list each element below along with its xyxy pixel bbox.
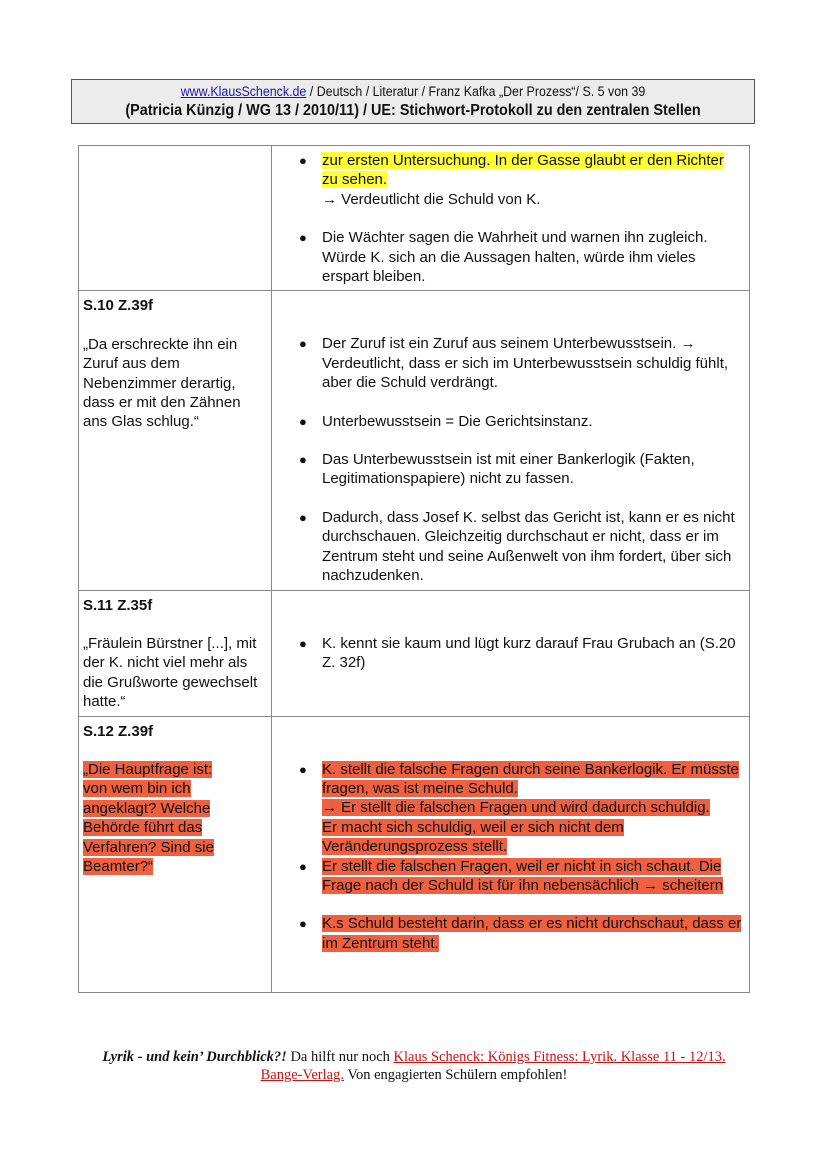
note-text: K. kennt sie kaum und lügt kurz darauf Frau Grubach an (S.20 Z. 32f) bbox=[322, 634, 736, 671]
bullet-dot-icon: ● bbox=[299, 230, 307, 246]
reference-cell bbox=[79, 590, 272, 716]
quote-text: „Fräulein Bürstner [...], mit der K. nicht viel mehr als die Grußworte gewechselt hatte.“ bbox=[83, 634, 258, 711]
notes-cell bbox=[272, 590, 750, 716]
table-row bbox=[79, 291, 750, 590]
bullet-dot-icon: ● bbox=[299, 509, 307, 525]
page-header bbox=[71, 79, 755, 124]
note-text: Die Wächter sagen die Wahrheit und warnen ihn zugleich. Würde K. sich an die Aussagen halten, würde ihm vieles erspart bleiben. bbox=[322, 229, 708, 286]
footer-text-end: Von engagierten Schülern empfohlen! bbox=[343, 1067, 568, 1083]
page-reference: S.10 Z.39f bbox=[83, 297, 154, 315]
footer-slogan: Lyrik - und kein’ Durchblick?! bbox=[102, 1049, 287, 1065]
bullet-dot-icon: ● bbox=[299, 153, 307, 168]
bullet-dot-icon: ● bbox=[299, 761, 307, 777]
page-footer bbox=[60, 1048, 768, 1084]
list-item bbox=[282, 450, 743, 489]
reference-cell bbox=[79, 716, 272, 992]
reference-cell bbox=[79, 291, 272, 590]
list-item bbox=[282, 914, 743, 953]
quote-text: „Da erschreckte ihn ein Zuruf aus dem Nebenzimmer derartig, dass er mit den Zähnen ans Glas schlug.“ bbox=[83, 335, 241, 431]
header-title: (Patricia Künzig / WG 13 / 2010/11) / UE: Stichwort-Protokoll zu den zentralen Stellen bbox=[125, 102, 701, 119]
note-text: Der Zuruf ist ein Zuruf aus seinem Unterbewusstsein. → Verdeutlicht, dass er sich im Unterbewusstsein schuldig fühlt, aber die Schuld verdrängt. bbox=[322, 335, 729, 392]
note-text: Das Unterbewusstsein ist mit einer Bankerlogik (Fakten, Legitimationspapiere) nicht zu fassen. bbox=[322, 451, 695, 488]
quote-text: „Die Hauptfrage ist: von wem bin ich angeklagt? Welche Behörde führt das Verfahren? Sind sie Beamter?“ bbox=[83, 760, 214, 875]
footer-text: Da hilft nur noch bbox=[286, 1049, 394, 1065]
page-reference: S.11 Z.35f bbox=[83, 596, 153, 614]
notes-cell bbox=[272, 146, 750, 291]
bullet-dot-icon: ● bbox=[299, 635, 307, 651]
note-text: Unterbewusstsein = Die Gerichtsinstanz. bbox=[322, 412, 593, 430]
header-line-1 bbox=[99, 83, 726, 100]
note-subtext: → Er stellt die falschen Fragen und wird dadurch schuldig. bbox=[322, 799, 710, 817]
list-item bbox=[282, 760, 743, 857]
table-row bbox=[79, 146, 750, 291]
note-subtext: Er macht sich schuldig, weil er sich nicht dem Veränderungsprozess stellt. bbox=[322, 818, 624, 856]
note-text: Dadurch, dass Josef K. selbst das Gericht ist, kann er es nicht durchschauen. Gleichzeitig durchschaut er nicht, dass er im Zentrum steht und seine Außenwelt von ihm fordert, über sich nachzudenken. bbox=[322, 508, 735, 585]
book-link[interactable]: Klaus Schenck: Königs Fitness: Lyrik. Klasse 11 - 12/13. bbox=[393, 1049, 726, 1065]
list-item bbox=[282, 634, 743, 673]
bullet-dot-icon: ● bbox=[299, 916, 307, 932]
list-item bbox=[282, 412, 743, 431]
header-breadcrumb: / Deutsch / Literatur / Franz Kafka „Der Prozess“/ S. 5 von 39 bbox=[306, 84, 646, 99]
bullet-dot-icon: ● bbox=[299, 858, 307, 874]
table-row bbox=[79, 590, 750, 716]
bullet-dot-icon: ● bbox=[299, 336, 307, 352]
note-text: K. stellt die falsche Fragen durch seine Bankerlogik. Er müsste fragen, was ist meine Schuld. bbox=[322, 760, 739, 797]
bullet-dot-icon: ● bbox=[299, 452, 307, 468]
note-subtext: → Verdeutlicht die Schuld von K. bbox=[322, 190, 541, 208]
note-text: K.s Schuld besteht darin, dass er es nicht durchschaut, dass er im Zentrum steht. bbox=[322, 915, 742, 952]
table-row bbox=[79, 716, 750, 992]
bullet-dot-icon: ● bbox=[299, 413, 307, 429]
list-item bbox=[282, 857, 743, 896]
notes-cell bbox=[272, 291, 750, 590]
publisher-link[interactable]: Bange-Verlag. bbox=[260, 1067, 344, 1083]
list-item bbox=[282, 334, 743, 392]
list-item bbox=[282, 228, 743, 286]
protocol-table bbox=[78, 145, 750, 993]
reference-cell bbox=[79, 146, 272, 291]
list-item bbox=[282, 151, 743, 209]
note-text: Er stellt die falschen Fragen, weil er nicht in sich schaut. Die Frage nach der Schuld ist für ihn nebensächlich → scheitern bbox=[322, 857, 724, 894]
page-reference: S.12 Z.39f bbox=[83, 722, 154, 740]
website-link[interactable]: www.KlausSchenck.de bbox=[180, 84, 307, 99]
list-item bbox=[282, 508, 743, 586]
note-text: zur ersten Untersuchung. In der Gasse glaubt er den Richter zu sehen. bbox=[322, 152, 724, 189]
notes-cell bbox=[272, 716, 750, 992]
